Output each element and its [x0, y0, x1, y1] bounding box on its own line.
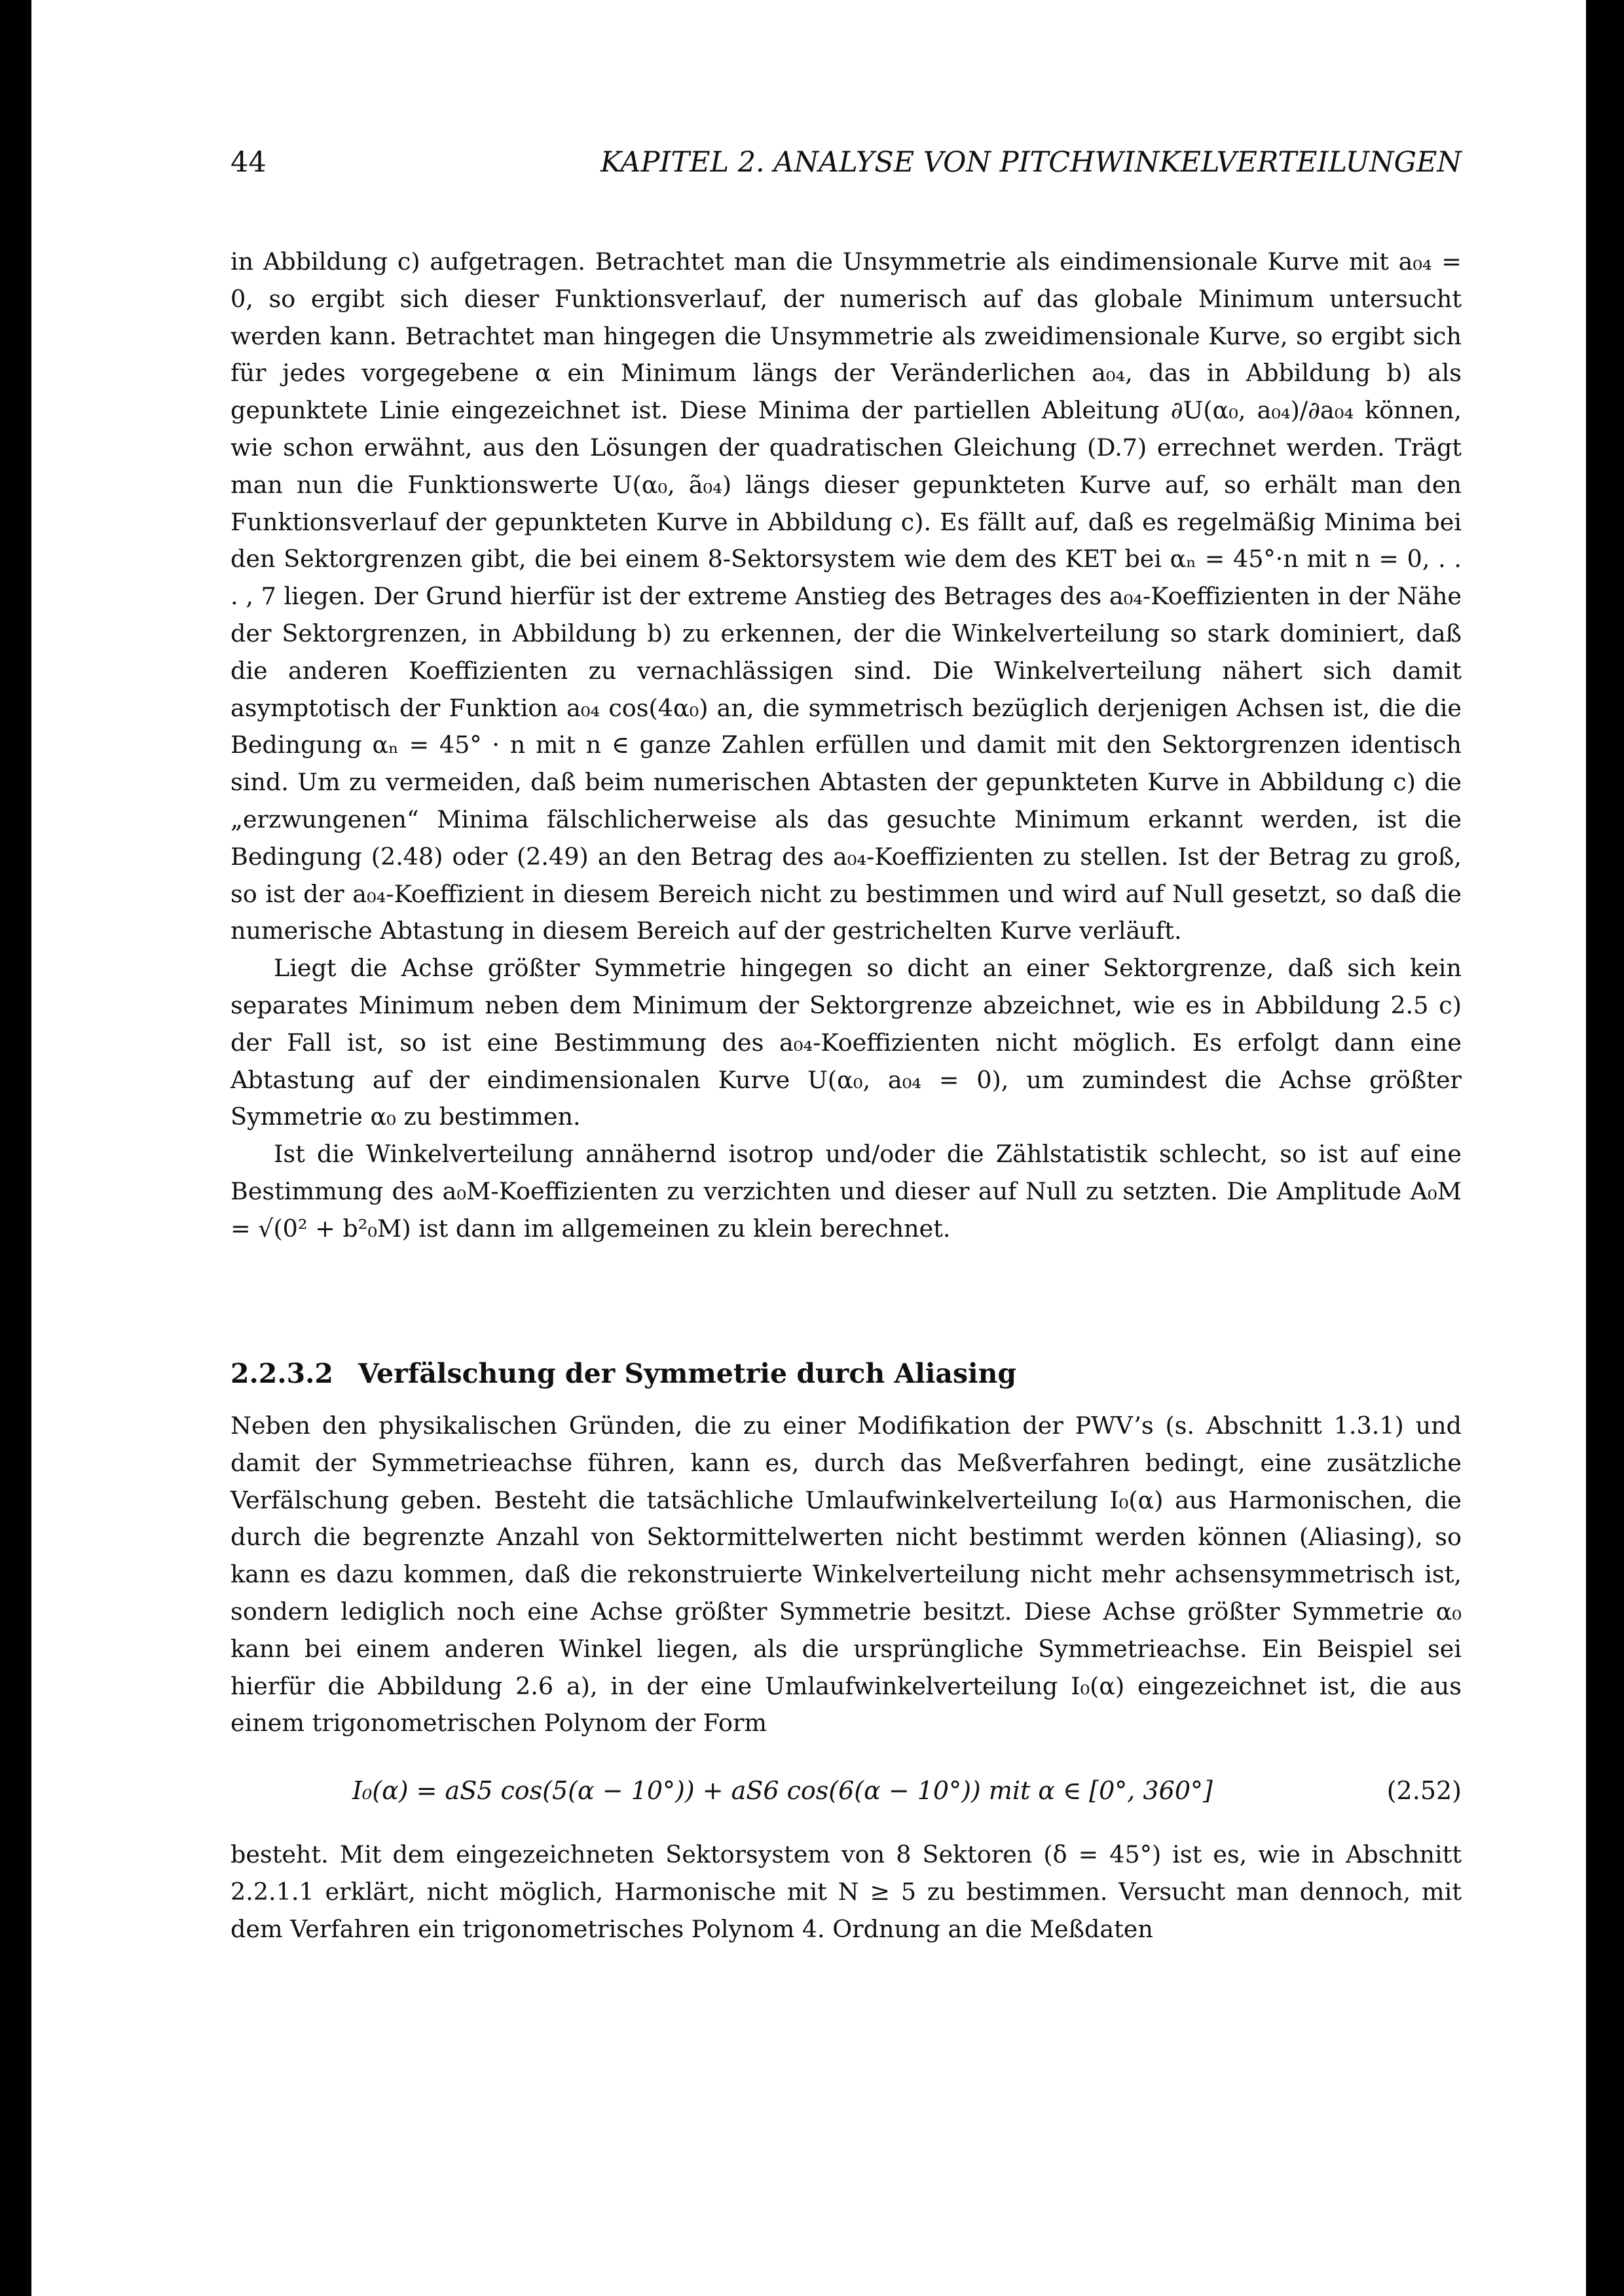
equation-body: I₀(α) = aS5 cos(5(α − 10°)) + aS6 cos(6(α − 10°)) mit α ∈ [0°, 360°]: [352, 1776, 1213, 1805]
paragraph-3: Ist die Winkelverteilung annähernd isotrop und/oder die Zählstatistik schlecht, so ist auf eine Bestimmung des a₀M-Koeffizienten zu verzichten und dieser auf Null zu setzten. Die Amplitude A₀M = √(0² + b²₀M) ist dann im allgemeinen zu klein berechnet.: [231, 1140, 1462, 1243]
equation-2-52: [231, 1768, 1462, 1813]
chapter-title: KAPITEL 2. ANALYSE VON PITCHWINKELVERTEILUNGEN: [600, 146, 1462, 179]
paragraph-1: in Abbildung c) aufgetragen. Betrachtet man die Unsymmetrie als eindimensionale Kurve mit a₀₄ = 0, so ergibt sich dieser Funktionsverlauf, der numerisch auf das globale Minimum untersucht werden kann. Betrachtet man hingegen die Unsymmetrie als zweidimensionale Kurve, so ergibt sich für jedes vorgegebene α ein Minimum längs der Veränderlichen a₀₄, das in Abbildung b) als gepunktete Linie eingezeichnet ist. Diese Minima der partiellen Ableitung ∂U(α₀, a₀₄)/∂a₀₄ können, wie schon erwähnt, aus den Lösungen der quadratischen Gleichung (D.7) errechnet werden. Trägt man nun die Funktionswerte U(α₀, ã₀₄) längs dieser gepunkteten Kurve auf, so erhält man den Funktionsverlauf der gepunkteten Kurve in Abbildung c). Es fällt auf, daß es regelmäßig Minima bei den Sektorgrenzen gibt, die bei einem 8-Sektorsystem wie dem des KET bei αₙ = 45°·n mit n = 0, . . . , 7 liegen. Der Grund hierfür ist der extreme Anstieg des Betrages des a₀₄-Koeffizienten in der Nähe der Sektorgrenzen, in Abbildung b) zu erkennen, der die Winkelverteilung so stark dominiert, daß die anderen Koeffizienten zu vernachlässigen sind. Die Winkelverteilung nähert sich damit asymptotisch der Funktion a₀₄ cos(4α₀) an, die symmetrisch bezüglich derjenigen Achsen ist, die die Bedingung αₙ = 45° · n mit n ∈ ganze Zahlen erfüllen und damit mit den Sektorgrenzen identisch sind. Um zu vermeiden, daß beim numerischen Abtasten der gepunkteten Kurve in Abbildung c) die „erzwungenen“ Minima fälschlicherweise als das gesuchte Minimum erkannt werden, ist die Bedingung (2.48) oder (2.49) an den Betrag des a₀₄-Koeffizienten zu stellen. Ist der Betrag zu groß, so ist der a₀₄-Koeffizient in diesem Bereich nicht zu bestimmen und wird auf Null gesetzt, so daß die numerische Abtastung in diesem Bereich auf der gestrichelten Kurve verläuft.: [231, 247, 1462, 945]
body-text: [231, 244, 1462, 1248]
section-number: 2.2.3.2: [231, 1358, 333, 1389]
section-title: Verfälschung der Symmetrie durch Aliasing: [358, 1358, 1017, 1389]
closing-paragraph: besteht. Mit dem eingezeichneten Sektorsystem von 8 Sektoren (δ = 45°) ist es, wie in Abschnitt 2.2.1.1 erklärt, nicht möglich, Harmonische mit N ≥ 5 zu bestimmen. Versucht man dennoch, mit dem Verfahren ein trigonometrisches Polynom 4. Ordnung an die Meßdaten: [231, 1840, 1462, 1943]
section-heading: [231, 1347, 1462, 1400]
section-paragraph: Neben den physikalischen Gründen, die zu einer Modifikation der PWV’s (s. Abschnitt 1.3.1) und damit der Symmetrieachse führen, kann es, durch das Meßverfahren bedingt, eine zusätzliche Verfälschung geben. Besteht die tatsächliche Umlaufwinkelverteilung I₀(α) aus Harmonischen, die durch die begrenzte Anzahl von Sektormittelwerten nicht bestimmt werden können (Aliasing), so kann es dazu kommen, daß die rekonstruierte Winkelverteilung nicht mehr achsensymmetrisch ist, sondern lediglich noch eine Achse größter Symmetrie besitzt. Diese Achse größter Symmetrie α₀ kann bei einem anderen Winkel liegen, als die ursprüngliche Symmetrieachse. Ein Beispiel sei hierfür die Abbildung 2.6 a), in der eine Umlaufwinkelverteilung I₀(α) eingezeichnet ist, die aus einem trigonometrischen Polynom der Form: [231, 1412, 1462, 1738]
section-body: [231, 1408, 1462, 1742]
paragraph-2: Liegt die Achse größter Symmetrie hingegen so dicht an einer Sektorgrenze, daß sich kein separates Minimum neben dem Minimum der Sektorgrenze abzeichnet, wie es in Abbildung 2.5 c) der Fall ist, so ist eine Bestimmung des a₀₄-Koeffizienten nicht möglich. Es erfolgt dann eine Abtastung auf der eindimensionalen Kurve U(α₀, a₀₄ = 0), um zumindest die Achse größter Symmetrie α₀ zu bestimmen.: [231, 954, 1462, 1131]
page-number: 44: [231, 146, 267, 179]
page-header: [231, 143, 1462, 182]
equation-number: (2.52): [1386, 1776, 1462, 1805]
document-page: [31, 0, 1586, 2296]
closing-body: [231, 1836, 1462, 1948]
